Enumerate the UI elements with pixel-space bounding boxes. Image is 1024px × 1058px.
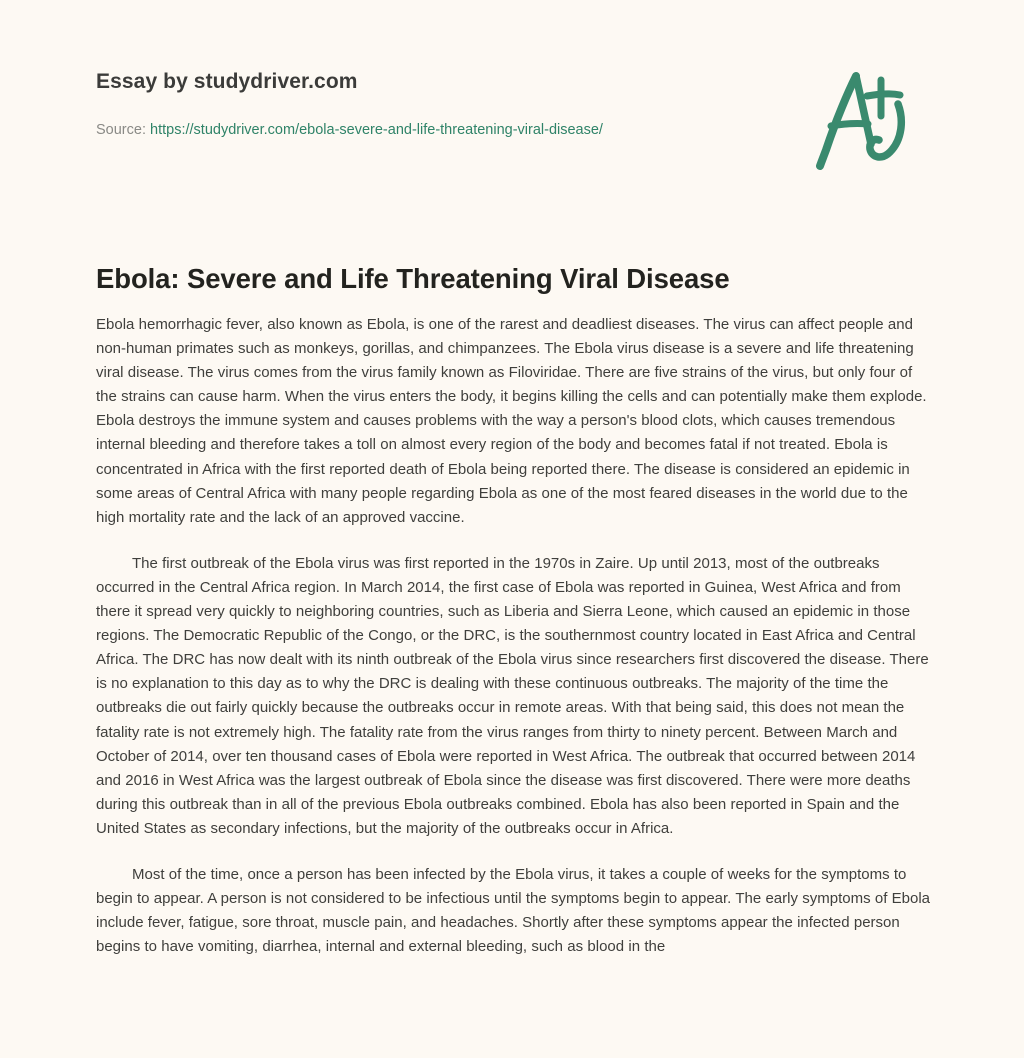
brand-heading: Essay by studydriver.com xyxy=(96,70,358,93)
source-label: Source: xyxy=(96,122,146,138)
body-paragraph: Most of the time, once a person has been infected by the Ebola virus, it takes a couple of weeks for the symptoms to begin to appear. A person is not considered to be infectious until the symptoms begin to appear. The early symptoms of Ebola include fever, fatigue, sore throat, muscle pain, and headaches. Shortly after these symptoms appear the infected person begins to have vomiting, diarrhea, internal and external bleeding, such as blood in the xyxy=(96,865,930,956)
document-header xyxy=(0,0,1024,200)
page-title: Ebola: Severe and Life Threatening Viral Disease xyxy=(96,263,730,295)
document-body xyxy=(96,313,936,959)
source-line xyxy=(96,122,603,138)
source-url-link[interactable]: https://studydriver.com/ebola-severe-and-life-threatening-viral-disease/ xyxy=(150,122,603,138)
body-paragraph: The first outbreak of the Ebola virus was first reported in the 1970s in Zaire. Up until 2013, most of the outbreaks occurred in the Central Africa region. In March 2014, the first case of Ebola was reported in Guinea, West Africa and from there it spread very quickly to neighboring countries, such as Liberia and Sierra Leone, which caused an epidemic in those regions. The Democratic Republic of the Congo, or the DRC, is the southernmost country located in East Africa and Central Africa. The DRC has now dealt with its ninth outbreak of the Ebola virus since researchers first discovered the disease. There is no explanation to this day as to why the DRC is dealing with these continuous outbreaks. The majority of the time the outbreaks die out fairly quickly because the outbreaks occur in remote areas. With that being said, this does not mean the fatality rate is not extremely high. The fatality rate from the virus ranges from thirty to ninety percent. Between March and October of 2014, over ten thousand cases of Ebola were reported in West Africa. The outbreak that occurred between 2014 and 2016 in West Africa was the largest outbreak of Ebola since the disease was first discovered. There were more deaths during this outbreak than in all of the previous Ebola outbreaks combined. Ebola has also been reported in Spain and the United States as secondary infections, but the majority of the outbreaks occur in Africa. xyxy=(96,554,929,837)
body-paragraph: Ebola hemorrhagic fever, also known as Ebola, is one of the rarest and deadliest diseases. The virus can affect people and non-human primates such as monkeys, gorillas, and chimpanzees. The Ebola virus disease is a severe and life threatening viral disease. The virus comes from the virus family known as Filoviridae. There are five strains of the virus, but only four of the strains can cause harm. When the virus enters the body, it begins killing the cells and can potentially make them explode. Ebola destroys the immune system and causes problems with the way a person's blood clots, which causes tremendous internal bleeding and therefore takes a toll on almost every region of the body and becomes fatal if not treated. Ebola is concentrated in Africa with the first reported death of Ebola being reported there. The disease is considered an epidemic in some areas of Central Africa with many people regarding Ebola as one of the most feared diseases in the world due to the high mortality rate and the lack of an approved vaccine. xyxy=(96,316,927,526)
a-plus-logo-icon xyxy=(812,68,912,172)
